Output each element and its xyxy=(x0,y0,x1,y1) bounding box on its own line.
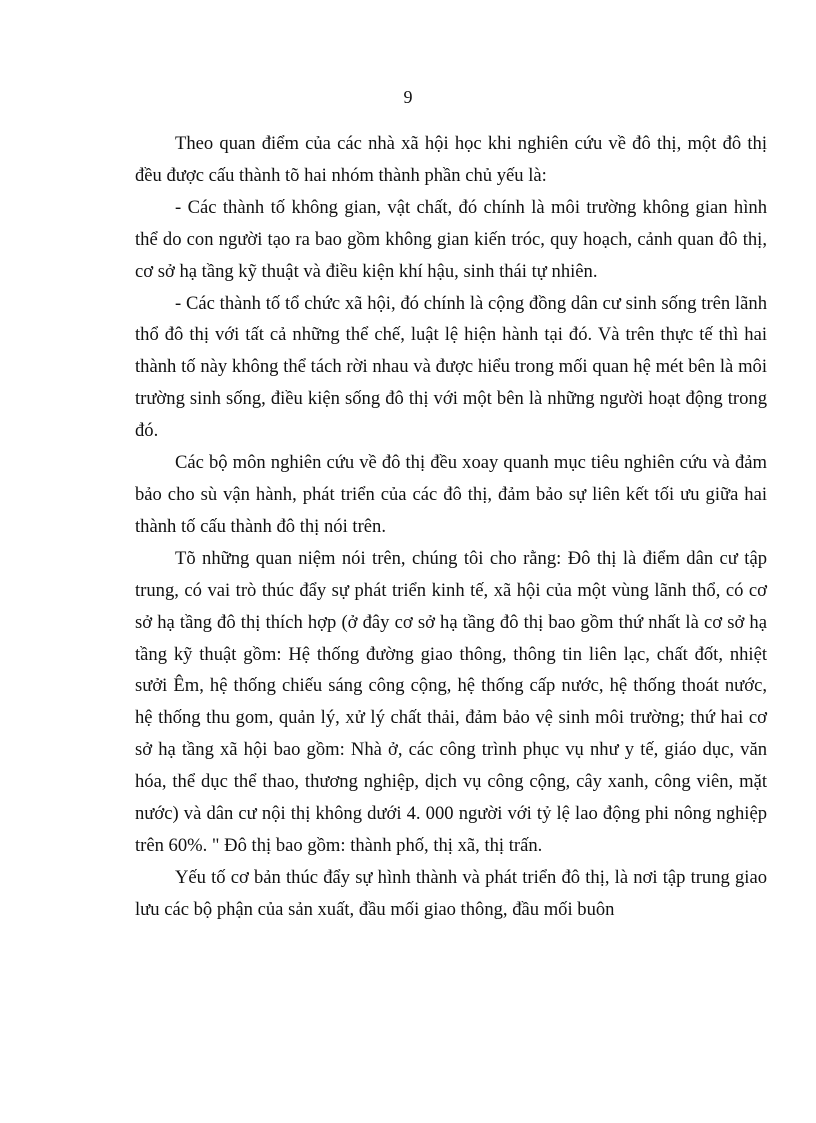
body-text xyxy=(135,128,767,926)
paragraph-urban-definition-intro: Theo quan điểm của các nhà xã hội học khi nghiên cứu về đô thị, một đô thị đều được cấu thành tõ hai nhóm thành phần chủ yếu là: xyxy=(135,133,767,186)
paragraph-urban-definition: Tõ những quan niệm nói trên, chúng tôi cho rằng: Đô thị là điểm dân cư tập trung, có vai trò thúc đẩy sự phát triển kinh tế, xã hội của một vùng lãnh thổ, có cơ sở hạ tầng đô thị thích hợp (ở đây cơ sở hạ tầng đô thị bao gồm thứ nhất là cơ sở hạ tầng kỹ thuật gồm: Hệ thống đường giao thông, thông tin liên lạc, chất đốt, nhiệt sưởi Êm, hệ thống chiếu sáng công cộng, hệ thống cấp nước, hệ thống thoát nước, hệ thống thu gom, quản lý, xử lý chất thải, đảm bảo vệ sinh môi trường; thứ hai cơ sở hạ tầng xã hội bao gồm: Nhà ở, các công trình phục vụ như y tế, giáo dục, văn hóa, thể dục thể thao, thương nghiệp, dịch vụ công cộng, cây xanh, công viên, mặt nước) và dân cư nội thị không dưới 4. 000 người với tỷ lệ lao động phi nông nghiệp trên 60%. " Đô thị bao gồm: thành phố, thị xã, thị trấn. xyxy=(135,547,767,856)
paragraph-spatial-elements: - Các thành tố không gian, vật chất, đó chính là môi trường không gian hình thể do con người tạo ra bao gồm không gian kiến tróc, quy hoạch, cảnh quan đô thị, cơ sở hạ tầng kỹ thuật và điều kiện khí hậu, sinh thái tự nhiên. xyxy=(135,196,767,282)
paragraph-basic-factors: Yếu tố cơ bản thúc đẩy sự hình thành và phát triển đô thị, là nơi tập trung giao lưu các bộ phận của sản xuất, đầu mối giao thông, đầu mối buôn xyxy=(135,866,767,920)
paragraph-research-disciplines: Các bộ môn nghiên cứu về đô thị đều xoay quanh mục tiêu nghiên cứu và đảm bảo cho sù vận hành, phát triển của các đô thị, đảm bảo sự liên kết tối ưu giữa hai thành tố cấu thành đô thị nói trên. xyxy=(135,452,767,537)
page-number: 9 xyxy=(403,87,413,107)
paragraph-social-elements: - Các thành tố tổ chức xã hội, đó chính là cộng đồng dân cư sinh sống trên lãnh thổ đô thị với tất cả những thể chế, luật lệ hiện hành tại đó. Và trên thực tế thì hai thành tố này không thể tách rời nhau và được hiểu trong mối quan hệ mét bên là môi trường sinh sống, điều kiện sống đô thị với một bên là những người hoạt động trong đó. xyxy=(135,292,767,442)
